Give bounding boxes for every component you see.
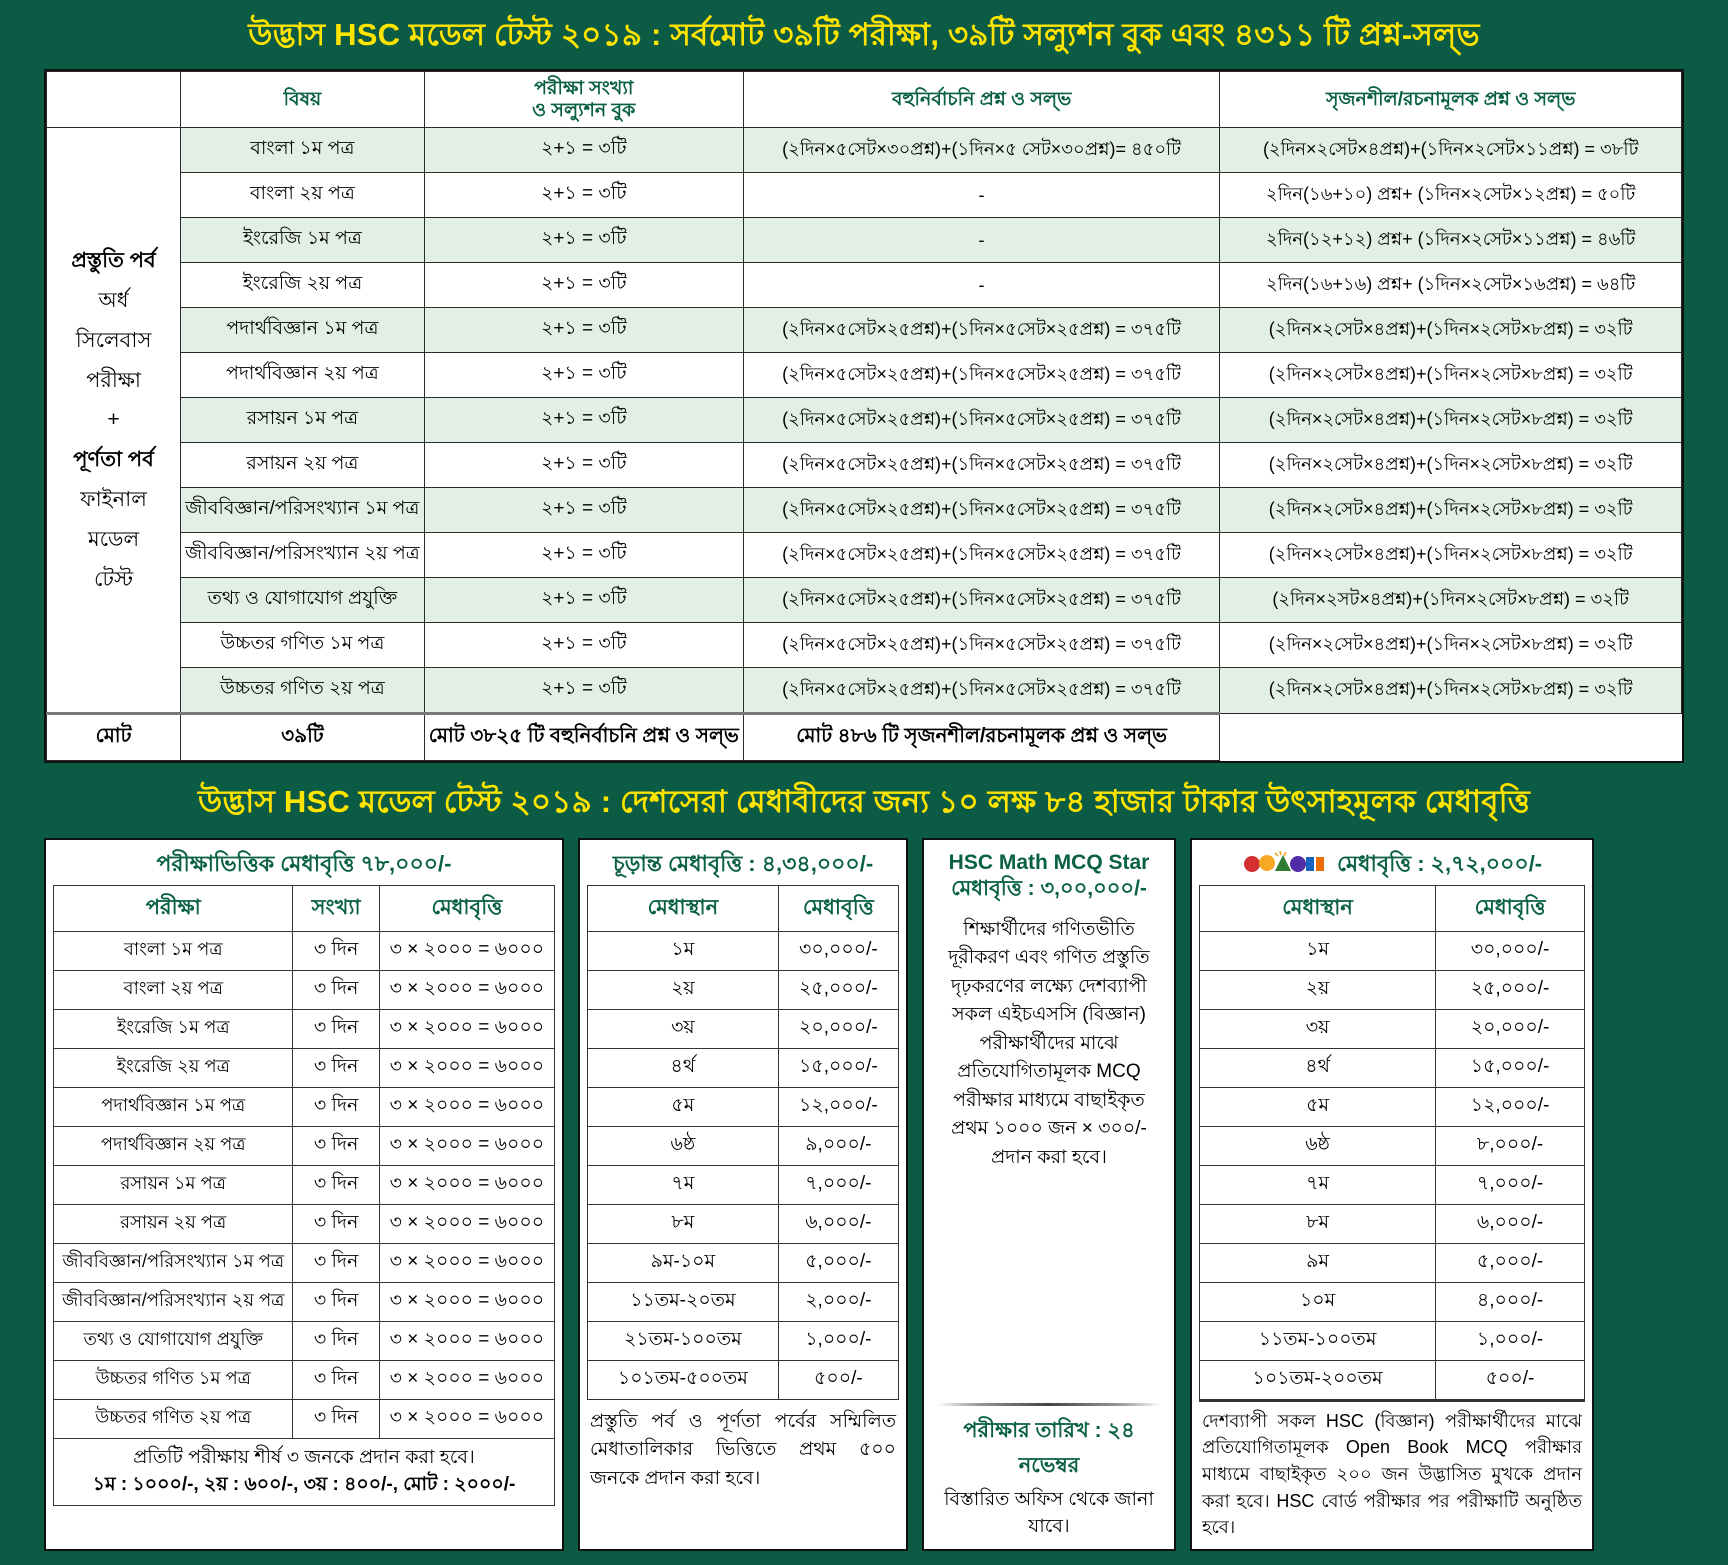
cell-1: ২৫,০০০/- <box>1436 970 1585 1009</box>
udvash-logo-icon <box>1242 850 1328 874</box>
cell-1: ৭,০০০/- <box>778 1165 898 1204</box>
cell-exam-count: ২+১ = ৩টি <box>424 578 743 623</box>
main-table-header-row <box>47 71 1682 128</box>
header-exam-count-line1: পরীক্ষা সংখ্যা <box>534 77 634 99</box>
cell-0: ইংরেজি ২য় পত্র <box>54 1048 293 1087</box>
panel4-title-text: মেধাবৃত্তি : ২,৭২,০০০/- <box>1336 851 1543 877</box>
panel4-row <box>1200 931 1585 970</box>
table-row <box>47 218 1682 263</box>
panel1-col-count: সংখ্যা <box>293 885 379 931</box>
panel4-row <box>1200 1321 1585 1360</box>
panel4-col-amount: মেধাবৃত্তি <box>1436 885 1585 931</box>
cell-cq-detail: (২দিন×২সেট×৪প্রশ্ন)+(১দিন×২সেট×৮প্রশ্ন) = ৩২টি <box>1220 443 1682 488</box>
cell-0: ১১তম-২০তম <box>588 1282 779 1321</box>
cell-1: ৩ দিন <box>293 1282 379 1321</box>
cell-subject: বাংলা ২য় পত্র <box>181 173 425 218</box>
cell-mcq-detail: (২দিন×৫সেট×২৫প্রশ্ন)+(১দিন×৫সেট×২৫প্রশ্ন) = ৩৭৫টি <box>743 488 1220 533</box>
cell-cq-detail: (২দিন×২সেট×৪প্রশ্ন)+(১দিন×২সেট×৮প্রশ্ন) = ৩২টি <box>1220 488 1682 533</box>
panel4-row <box>1200 1204 1585 1243</box>
cell-exam-count: ২+১ = ৩টি <box>424 263 743 308</box>
cell-0: ২য় <box>1200 970 1436 1009</box>
total-mcq: মোট ৩৮২৫ টি বহুনির্বাচনি প্রশ্ন ও সল্ভ <box>424 714 743 761</box>
phase-2-title: পূর্ণতা পর্ব <box>73 448 154 472</box>
cell-1: ২,০০০/- <box>778 1282 898 1321</box>
cell-exam-count: ২+১ = ৩টি <box>424 173 743 218</box>
panel4-table <box>1199 885 1585 1400</box>
cell-cq-detail: (২দিন×২সেট×৪প্রশ্ন)+(১দিন×২সেট×৮প্রশ্ন) = ৩২টি <box>1220 668 1682 714</box>
panel1-title: পরীক্ষাভিত্তিক মেধাবৃত্তি ৭৮,০০০/- <box>156 851 452 877</box>
cell-subject: পদার্থবিজ্ঞান ১ম পত্র <box>181 308 425 353</box>
cell-0: ১০১তম-৫০০তম <box>588 1360 779 1399</box>
cell-2: ৩ × ২০০০ = ৬০০০ <box>379 1282 554 1321</box>
panel2-row <box>588 1009 899 1048</box>
cell-1: ১,০০০/- <box>1436 1321 1585 1360</box>
phase-1-sub-b: সিলেবাস <box>75 328 152 352</box>
panel3-body: শিক্ষার্থীদের গণিতভীতি দূরীকরণ এবং গণিত প্রস্তুতি দৃঢ়করণের লক্ষ্যে দেশব্যাপী সকল এইচএসসি (বিজ্ঞান) পরীক্ষার্থীদের মাঝে প্রতিযোগিতামূলক MCQ পরীক্ষার মাধ্যমে বাছাইকৃত প্রথম ১০০০ জন × ৩০০/- প্রদান করা হবে। <box>948 918 1150 1168</box>
panel2-row <box>588 1087 899 1126</box>
table-row <box>47 398 1682 443</box>
panel2-header-row <box>588 885 899 931</box>
cell-1: ৩ দিন <box>293 931 379 970</box>
cell-exam-count: ২+১ = ৩টি <box>424 443 743 488</box>
panel2-row <box>588 970 899 1009</box>
cell-subject: পদার্থবিজ্ঞান ২য় পত্র <box>181 353 425 398</box>
panel1-row <box>54 1282 555 1321</box>
total-cq: মোট ৪৮৬ টি সৃজনশীল/রচনামূলক প্রশ্ন ও সল্ভ <box>743 714 1220 761</box>
cell-1: ৫,০০০/- <box>778 1243 898 1282</box>
cell-subject: জীববিজ্ঞান/পরিসংখ্যান ১ম পত্র <box>181 488 425 533</box>
panel2-row <box>588 931 899 970</box>
panel2-row <box>588 1126 899 1165</box>
header-exam-count <box>424 71 743 128</box>
panel1-row <box>54 1399 555 1438</box>
cell-1: ৩ দিন <box>293 1126 379 1165</box>
panel2-col-rank: মেধাস্থান <box>588 885 779 931</box>
main-table-container <box>44 69 1684 764</box>
cell-1: ৬,০০০/- <box>1436 1204 1585 1243</box>
cell-exam-count: ২+১ = ৩টি <box>424 218 743 263</box>
panel2-table <box>587 885 899 1400</box>
cell-2: ৩ × ২০০০ = ৬০০০ <box>379 1048 554 1087</box>
cell-1: ৭,০০০/- <box>1436 1165 1585 1204</box>
cell-exam-count: ২+১ = ৩টি <box>424 128 743 173</box>
cell-cq-detail: ২দিন(১৬+১৬) প্রশ্ন+ (১দিন×২সেট×১৬প্রশ্ন) = ৬৪টি <box>1220 263 1682 308</box>
cell-cq-detail: (২দিন×২সেট×৪প্রশ্ন)+(১দিন×২সেট×৮প্রশ্ন) = ৩২টি <box>1220 533 1682 578</box>
panel4-row <box>1200 1243 1585 1282</box>
cell-0: পদার্থবিজ্ঞান ২য় পত্র <box>54 1126 293 1165</box>
panel4-row <box>1200 1360 1585 1399</box>
cell-0: ১০ম <box>1200 1282 1436 1321</box>
cell-exam-count: ২+১ = ৩টি <box>424 533 743 578</box>
cell-0: ১ম <box>588 931 779 970</box>
phase-2-sub-c: টেস্ট <box>94 568 134 592</box>
cell-0: বাংলা ১ম পত্র <box>54 931 293 970</box>
cell-exam-count: ২+১ = ৩টি <box>424 668 743 714</box>
panel4-row <box>1200 1126 1585 1165</box>
table-row <box>47 578 1682 623</box>
cell-1: ৩০,০০০/- <box>1436 931 1585 970</box>
cell-1: ৩ দিন <box>293 1360 379 1399</box>
panel3-date-label: পরীক্ষার তারিখ : ২৪ নভেম্বর <box>963 1418 1135 1477</box>
phase-1-sub-a: অর্ধ <box>98 288 129 312</box>
cell-2: ৩ × ২০০০ = ৬০০০ <box>379 1087 554 1126</box>
cell-1: ৩ দিন <box>293 1165 379 1204</box>
cell-1: ৬,০০০/- <box>778 1204 898 1243</box>
cell-0: ১ম <box>1200 931 1436 970</box>
cell-mcq-detail: - <box>743 263 1220 308</box>
cell-cq-detail: (২দিন×২সট×৪প্রশ্ন)+(১দিন×২সেট×৮প্রশ্ন) = ৩২টি <box>1220 578 1682 623</box>
cell-0: পদার্থবিজ্ঞান ১ম পত্র <box>54 1087 293 1126</box>
panel1-note <box>53 1439 555 1506</box>
panel1-row <box>54 1165 555 1204</box>
panel3-divider <box>937 1403 1161 1406</box>
cell-cq-detail: ২দিন(১২+১২) প্রশ্ন+ (১দিন×২সেট×১১প্রশ্ন) = ৪৬টি <box>1220 218 1682 263</box>
cell-2: ৩ × ২০০০ = ৬০০০ <box>379 1243 554 1282</box>
panel1-col-amount: মেধাবৃত্তি <box>379 885 554 931</box>
panel2-thead <box>588 885 899 931</box>
cell-1: ১৫,০০০/- <box>778 1048 898 1087</box>
panel3-date-sub: বিস্তারিত অফিস থেকে জানা যাবে। <box>944 1488 1154 1538</box>
panel4-row <box>1200 1009 1585 1048</box>
cell-0: ইংরেজি ১ম পত্র <box>54 1009 293 1048</box>
panel1-header-row <box>54 885 555 931</box>
panel2-row <box>588 1243 899 1282</box>
cell-1: ৩ দিন <box>293 1087 379 1126</box>
panel2-row <box>588 1282 899 1321</box>
cell-cq-detail: (২দিন×২সেট×৪প্রশ্ন)+(১দিন×২সেট×৮প্রশ্ন) = ৩২টি <box>1220 308 1682 353</box>
cell-subject: উচ্চতর গণিত ১ম পত্র <box>181 623 425 668</box>
cell-0: উচ্চতর গণিত ২য় পত্র <box>54 1399 293 1438</box>
panel4-row <box>1200 1048 1585 1087</box>
panel2-col-amount: মেধাবৃত্তি <box>778 885 898 931</box>
panel4-tbody <box>1200 931 1585 1399</box>
panel3-title-bn: মেধাবৃত্তি : ৩,০০,০০০/- <box>951 877 1147 901</box>
total-row <box>47 714 1682 761</box>
cell-0: ৫ম <box>1200 1087 1436 1126</box>
table-row <box>47 308 1682 353</box>
panel-exam-based-scholarship <box>44 838 564 1551</box>
cell-mcq-detail: (২দিন×৫সেট×২৫প্রশ্ন)+(১দিন×৫সেট×২৫প্রশ্ন) = ৩৭৫টি <box>743 623 1220 668</box>
header-mcq: বহুনির্বাচনি প্রশ্ন ও সল্ভ <box>743 71 1220 128</box>
panel4-footnote: দেশব্যাপী সকল HSC (বিজ্ঞান) পরীক্ষার্থীদের মাঝে প্রতিযোগিতামূলক Open Book MCQ পরীক্ষার মাধ্যমে বাছাইকৃত ২০০ জন উদ্ভাসিত মুখকে প্রদান করা হবে। HSC বোর্ড পরীক্ষার পর পরীক্ষাটি অনুষ্ঠিত হবে। <box>1199 1400 1585 1541</box>
table-row <box>47 263 1682 308</box>
panel4-col-rank: মেধাস্থান <box>1200 885 1436 931</box>
panel1-tbody <box>54 931 555 1438</box>
cell-2: ৩ × ২০০০ = ৬০০০ <box>379 931 554 970</box>
cell-1: ৩ দিন <box>293 1399 379 1438</box>
total-exam-count: ৩৯টি <box>181 714 425 761</box>
cell-2: ৩ × ২০০০ = ৬০০০ <box>379 1204 554 1243</box>
cell-mcq-detail: (২দিন×৫সেট×২৫প্রশ্ন)+(১দিন×৫সেট×২৫প্রশ্ন) = ৩৭৫টি <box>743 443 1220 488</box>
cell-mcq-detail: (২দিন×৫সেট×২৫প্রশ্ন)+(১দিন×৫সেট×২৫প্রশ্ন) = ৩৭৫টি <box>743 308 1220 353</box>
cell-0: জীববিজ্ঞান/পরিসংখ্যান ১ম পত্র <box>54 1243 293 1282</box>
panel4-row <box>1200 1165 1585 1204</box>
table-row <box>47 488 1682 533</box>
phase-plus-sign: + <box>107 408 120 432</box>
panel-math-mcq-star <box>922 838 1176 1551</box>
cell-1: ২৫,০০০/- <box>778 970 898 1009</box>
cell-mcq-detail: (২দিন×৫সেট×২৫প্রশ্ন)+(১দিন×৫সেট×২৫প্রশ্ন) = ৩৭৫টি <box>743 533 1220 578</box>
cell-1: ৩ দিন <box>293 1048 379 1087</box>
panel3-title <box>931 846 1167 910</box>
cell-1: ৩ দিন <box>293 1204 379 1243</box>
panel2-row <box>588 1165 899 1204</box>
cell-0: ১০১তম-২০০তম <box>1200 1360 1436 1399</box>
cell-subject: ইংরেজি ১ম পত্র <box>181 218 425 263</box>
panel1-row <box>54 1009 555 1048</box>
cell-exam-count: ২+১ = ৩টি <box>424 488 743 533</box>
cell-cq-detail: (২দিন×২সেট×৪প্রশ্ন)+(১দিন×২সেট×৮প্রশ্ন) = ৩২টি <box>1220 623 1682 668</box>
cell-mcq-detail: (২দিন×৫সেট×২৫প্রশ্ন)+(১দিন×৫সেট×২৫প্রশ্ন) = ৩৭৫টি <box>743 398 1220 443</box>
cell-0: ৮ম <box>588 1204 779 1243</box>
panel2-row <box>588 1360 899 1399</box>
cell-0: ১১তম-১০০তম <box>1200 1321 1436 1360</box>
cell-1: ১৫,০০০/- <box>1436 1048 1585 1087</box>
panel1-thead <box>54 885 555 931</box>
cell-0: ৭ম <box>1200 1165 1436 1204</box>
cell-0: ৭ম <box>588 1165 779 1204</box>
cell-0: ৯ম <box>1200 1243 1436 1282</box>
panel2-footnote: প্রস্তুতি পর্ব ও পূর্ণতা পর্বের সম্মিলিত মেধাতালিকার ভিত্তিতে প্রথম ৫০০ জনকে প্রদান করা হবে। <box>590 1410 896 1489</box>
cell-subject: রসায়ন ২য় পত্র <box>181 443 425 488</box>
cell-1: ১,০০০/- <box>778 1321 898 1360</box>
panel1-note-line1: প্রতিটি পরীক্ষায় শীর্ষ ৩ জনকে প্রদান করা হবে। <box>133 1446 475 1468</box>
header-exam-count-line2: ও সল্যুশন বুক <box>532 99 636 121</box>
panel4-row <box>1200 1087 1585 1126</box>
cell-1: ১২,০০০/- <box>1436 1087 1585 1126</box>
cell-0: জীববিজ্ঞান/পরিসংখ্যান ২য় পত্র <box>54 1282 293 1321</box>
cell-0: উচ্চতর গণিত ১ম পত্র <box>54 1360 293 1399</box>
cell-cq-detail: ২দিন(১৬+১০) প্রশ্ন+ (১দিন×২সেট×১২প্রশ্ন) = ৫০টি <box>1220 173 1682 218</box>
panel4-row <box>1200 970 1585 1009</box>
cell-0: ৩য় <box>1200 1009 1436 1048</box>
panel4-thead <box>1200 885 1585 931</box>
panel4-row <box>1200 1282 1585 1321</box>
cell-mcq-detail: (২দিন×৫সেট×৩০প্রশ্ন)+(১দিন×৫ সেট×৩০প্রশ্ন)= ৪৫০টি <box>743 128 1220 173</box>
main-table-head <box>47 71 1682 128</box>
cell-subject: ইংরেজি ২য় পত্র <box>181 263 425 308</box>
panel1-note-line2: ১ম : ১০০০/-, ২য় : ৬০০/-, ৩য় : ৪০০/-, মোট : ২০০০/- <box>92 1474 516 1496</box>
cell-1: ৩ দিন <box>293 1321 379 1360</box>
panel1-table <box>53 885 555 1439</box>
scholarship-panels <box>44 838 1684 1551</box>
cell-1: ৩ দিন <box>293 1009 379 1048</box>
header-subject: বিষয় <box>181 71 425 128</box>
cell-1: ৩ দিন <box>293 970 379 1009</box>
phase-2-sub-a: ফাইনাল <box>80 488 147 512</box>
table-row <box>47 128 1682 173</box>
cell-exam-count: ২+১ = ৩টি <box>424 308 743 353</box>
panel3-title-en: HSC Math MCQ Star <box>948 851 1150 875</box>
table-row <box>47 533 1682 578</box>
cell-2: ৩ × ২০০০ = ৬০০০ <box>379 1399 554 1438</box>
cell-1: ৫০০/- <box>778 1360 898 1399</box>
cell-2: ৩ × ২০০০ = ৬০০০ <box>379 1165 554 1204</box>
cell-1: ৫০০/- <box>1436 1360 1585 1399</box>
cell-0: রসায়ন ১ম পত্র <box>54 1165 293 1204</box>
phase-description-cell <box>47 128 181 714</box>
cell-subject: রসায়ন ১ম পত্র <box>181 398 425 443</box>
panel1-row <box>54 970 555 1009</box>
panel1-col-exam: পরীক্ষা <box>54 885 293 931</box>
cell-subject: বাংলা ১ম পত্র <box>181 128 425 173</box>
cell-2: ৩ × ২০০০ = ৬০০০ <box>379 970 554 1009</box>
cell-exam-count: ২+১ = ৩টি <box>424 353 743 398</box>
cell-1: ১২,০০০/- <box>778 1087 898 1126</box>
cell-2: ৩ × ২০০০ = ৬০০০ <box>379 1321 554 1360</box>
panel4-header-row <box>1200 885 1585 931</box>
cell-mcq-detail: (২দিন×৫সেট×২৫প্রশ্ন)+(১দিন×৫সেট×২৫প্রশ্ন) = ৩৭৫টি <box>743 578 1220 623</box>
cell-1: ৪,০০০/- <box>1436 1282 1585 1321</box>
cell-0: তথ্য ও যোগাযোগ প্রযুক্তি <box>54 1321 293 1360</box>
table-row <box>47 173 1682 218</box>
cell-exam-count: ২+১ = ৩টি <box>424 398 743 443</box>
cell-2: ৩ × ২০০০ = ৬০০০ <box>379 1360 554 1399</box>
panel1-row <box>54 931 555 970</box>
cell-subject: জীববিজ্ঞান/পরিসংখ্যান ২য় পত্র <box>181 533 425 578</box>
panel2-tbody <box>588 931 899 1399</box>
panel1-row <box>54 1087 555 1126</box>
cell-0: ২য় <box>588 970 779 1009</box>
cell-exam-count: ২+১ = ৩টি <box>424 623 743 668</box>
cell-1: ৯,০০০/- <box>778 1126 898 1165</box>
cell-mcq-detail: - <box>743 173 1220 218</box>
panel4-title <box>1199 846 1585 885</box>
cell-cq-detail: (২দিন×২সেট×৪প্রশ্ন)+(১দিন×২সেট×১১প্রশ্ন) = ৩৮টি <box>1220 128 1682 173</box>
table-row <box>47 353 1682 398</box>
panel1-row <box>54 1204 555 1243</box>
header-phase <box>47 71 181 128</box>
cell-mcq-detail: (২দিন×৫সেট×২৫প্রশ্ন)+(১দিন×৫সেট×২৫প্রশ্ন) = ৩৭৫টি <box>743 353 1220 398</box>
cell-2: ৩ × ২০০০ = ৬০০০ <box>379 1126 554 1165</box>
cell-subject: উচ্চতর গণিত ২য় পত্র <box>181 668 425 714</box>
table-row <box>47 623 1682 668</box>
cell-0: ৫ম <box>588 1087 779 1126</box>
cell-cq-detail: (২দিন×২সেট×৪প্রশ্ন)+(১দিন×২সেট×৮প্রশ্ন) = ৩২টি <box>1220 353 1682 398</box>
cell-1: ৩০,০০০/- <box>778 931 898 970</box>
panel1-row <box>54 1360 555 1399</box>
table-row <box>47 668 1682 714</box>
cell-mcq-detail: - <box>743 218 1220 263</box>
cell-0: ৬ষ্ঠ <box>588 1126 779 1165</box>
total-label: মোট <box>47 714 181 761</box>
cell-1: ৮,০০০/- <box>1436 1126 1585 1165</box>
phase-1-title: প্রস্তুতি পর্ব <box>71 248 156 272</box>
cell-1: ২০,০০০/- <box>1436 1009 1585 1048</box>
cell-0: বাংলা ২য় পত্র <box>54 970 293 1009</box>
cell-0: ৮ম <box>1200 1204 1436 1243</box>
panel1-row <box>54 1126 555 1165</box>
panel2-title: চূড়ান্ত মেধাবৃত্তি : ৪,৩৪,০০০/- <box>612 851 874 877</box>
cell-1: ৩ দিন <box>293 1243 379 1282</box>
cell-1: ২০,০০০/- <box>778 1009 898 1048</box>
cell-cq-detail: (২দিন×২সেট×৪প্রশ্ন)+(১দিন×২সেট×৮প্রশ্ন) = ৩২টি <box>1220 398 1682 443</box>
cell-0: রসায়ন ২য় পত্র <box>54 1204 293 1243</box>
cell-0: ৪র্থ <box>1200 1048 1436 1087</box>
cell-1: ৫,০০০/- <box>1436 1243 1585 1282</box>
panel2-row <box>588 1048 899 1087</box>
exam-structure-table <box>46 71 1682 762</box>
cell-mcq-detail: (২দিন×৫সেট×২৫প্রশ্ন)+(১দিন×৫সেট×২৫প্রশ্ন) = ৩৭৫টি <box>743 668 1220 714</box>
cell-subject: তথ্য ও যোগাযোগ প্রযুক্তি <box>181 578 425 623</box>
main-banner-title: উদ্ভাস HSC মডেল টেস্ট ২০১৯ : সর্বমোট ৩৯টি পরীক্ষা, ৩৯টি সল্যুশন বুক এবং ৪৩১১ টি প্রশ্ন-সল্ভ <box>248 17 1480 52</box>
scholarship-banner-title: উদ্ভাস HSC মডেল টেস্ট ২০১৯ : দেশসেরা মেধাবীদের জন্য ১০ লক্ষ ৮৪ হাজার টাকার উৎসাহমূলক মেধাবৃত্তি <box>198 784 1530 820</box>
cell-0: ৯ম-১০ম <box>588 1243 779 1282</box>
panel2-row <box>588 1321 899 1360</box>
phase-2-sub-b: মডেল <box>87 528 140 552</box>
panel1-row <box>54 1243 555 1282</box>
panel-final-scholarship <box>578 838 908 1551</box>
table-row <box>47 443 1682 488</box>
cell-0: ৩য় <box>588 1009 779 1048</box>
panel1-row <box>54 1048 555 1087</box>
cell-2: ৩ × ২০০০ = ৬০০০ <box>379 1009 554 1048</box>
phase-1-sub-c: পরীক্ষা <box>86 368 141 392</box>
cell-0: ৪র্থ <box>588 1048 779 1087</box>
cell-0: ২১তম-১০০তম <box>588 1321 779 1360</box>
panel1-row <box>54 1321 555 1360</box>
cell-0: ৬ষ্ঠ <box>1200 1126 1436 1165</box>
main-table-body <box>47 128 1682 761</box>
header-cq: সৃজনশীল/রচনামূলক প্রশ্ন ও সল্ভ <box>1220 71 1682 128</box>
panel2-row <box>588 1204 899 1243</box>
panel-udvasito-mukh-scholarship <box>1190 838 1594 1551</box>
